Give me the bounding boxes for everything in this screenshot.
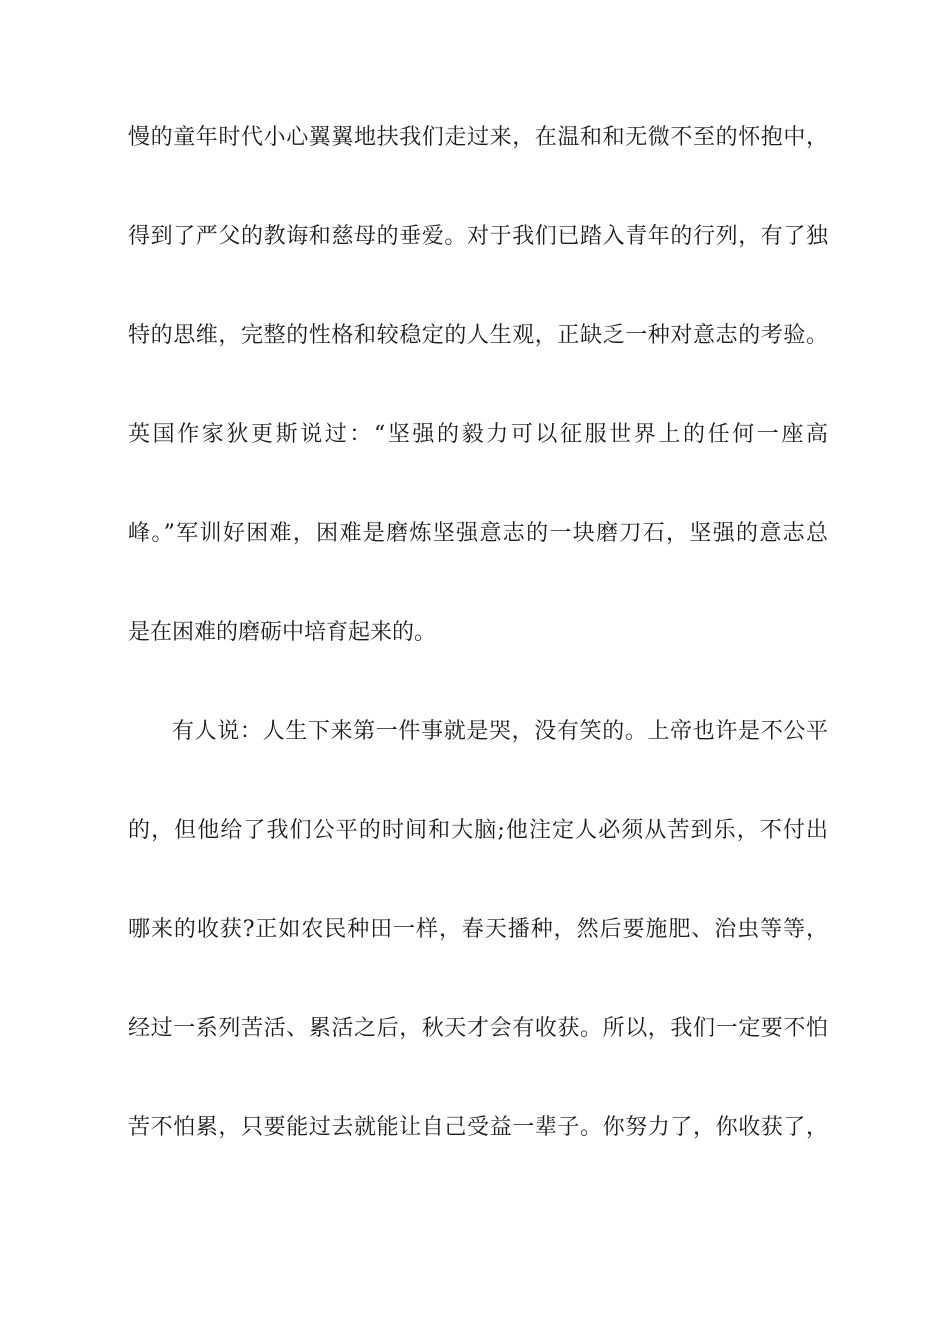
text-line-10: 经过一系列苦活、累活之后，秋天才会有收获。所以，我们一定要不怕	[128, 1016, 828, 1041]
text-line-1: 慢的童年时代小心翼翼地扶我们走过来，在温和和无微不至的怀抱中，	[128, 125, 828, 150]
text-line-9: 哪来的收获?正如农民种田一样，春天播种，然后要施肥、治虫等等，	[128, 917, 828, 942]
text-line-2: 得到了严父的教诲和慈母的垂爱。对于我们已踏入青年的行列，有了独	[128, 224, 828, 249]
text-line-11: 苦不怕累，只要能过去就能让自己受益一辈子。你努力了，你收获了，	[128, 1115, 828, 1140]
text-line-7: 有人说：人生下来第一件事就是哭，没有笑的。上帝也许是不公平	[172, 719, 828, 744]
text-line-4: 英国作家狄更斯说过：“坚强的毅力可以征服世界上的任何一座高	[128, 422, 828, 447]
text-line-8: 的，但他给了我们公平的时间和大脑;他注定人必须从苦到乐，不付出	[128, 818, 828, 843]
text-line-6: 是在困难的磨砺中培育起来的。	[128, 620, 437, 645]
text-line-3: 特的思维，完整的性格和较稳定的人生观，正缺乏一种对意志的考验。	[128, 323, 828, 348]
text-line-5: 峰。”军训好困难，困难是磨炼坚强意志的一块磨刀石，坚强的意志总	[128, 521, 828, 546]
body-text	[128, 113, 828, 1202]
